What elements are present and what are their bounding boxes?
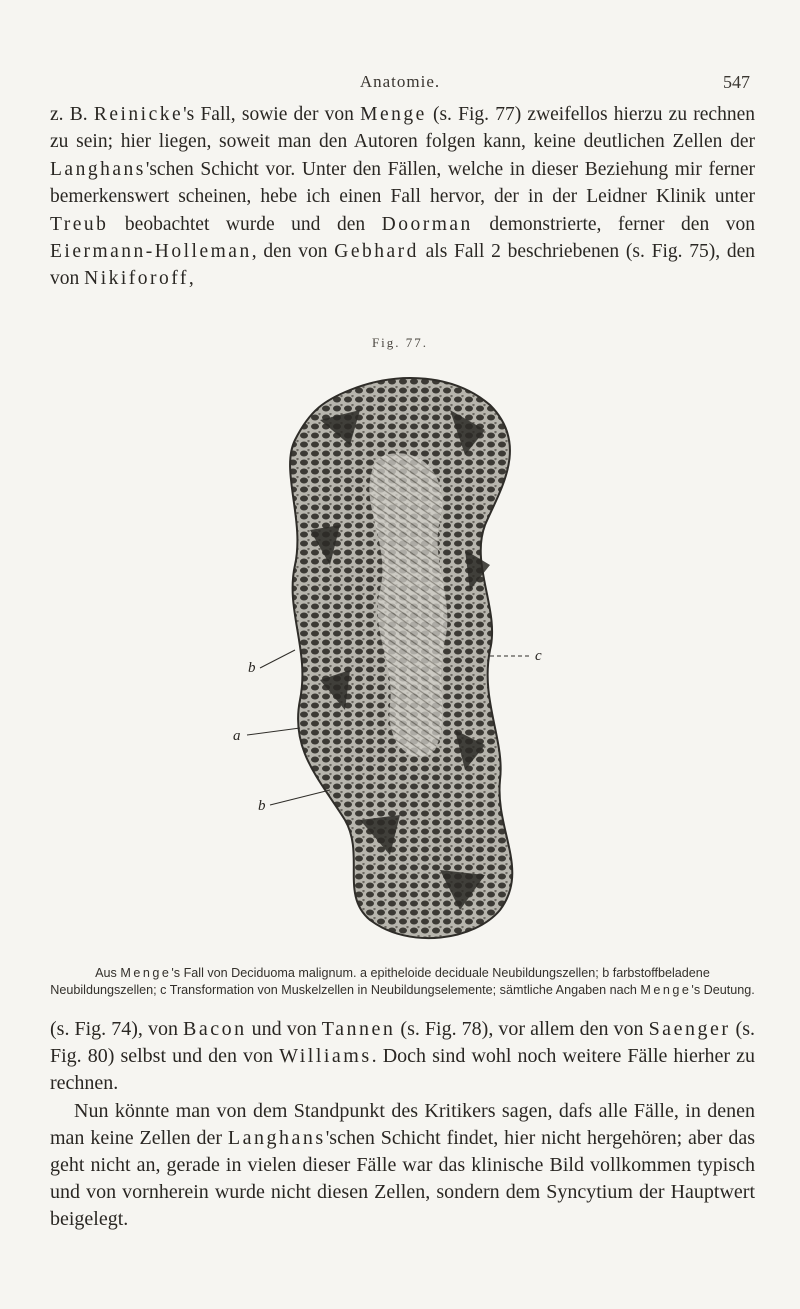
figure-letter-b: b <box>248 660 256 676</box>
body-paragraph-top <box>50 101 755 293</box>
text-run: (s. Fig. 80) selbst und den von <box>50 1018 755 1068</box>
text-run: beobachtet wurde und den <box>108 213 382 235</box>
text-run: 's Deutung. <box>691 982 755 997</box>
figure-label: Fig. 77. <box>371 335 429 350</box>
text-run: 's Fall, sowie der von <box>183 104 361 125</box>
text-run: und von <box>246 1018 322 1040</box>
text-run: z. B. <box>50 104 94 125</box>
author-name: Menge <box>640 982 692 997</box>
author-name: Bacon <box>183 1018 247 1040</box>
author-name: Langhans <box>227 1126 326 1149</box>
author-name: Doorman <box>381 213 473 235</box>
pointer-line-b-bottom <box>270 790 330 805</box>
author-name: Reinicke <box>93 104 184 125</box>
author-name: Eiermann-Holleman <box>50 241 252 263</box>
author-name: Treub <box>50 213 109 235</box>
figure-letter-a: a <box>233 728 241 744</box>
page-number: 547 <box>723 72 750 92</box>
text-run: als Fall 2 beschriebenen (s. Fig. 75), den von <box>50 241 756 290</box>
figure-letter-c: c <box>535 648 542 664</box>
text-run: , <box>188 268 194 290</box>
pointer-line-a <box>247 728 300 735</box>
pointer-line-b <box>260 650 295 668</box>
text-run: (s. Fig. 74), von <box>50 1018 184 1040</box>
text-run: , den von <box>251 241 335 263</box>
histology-illustration <box>200 350 620 960</box>
author-name: Langhans <box>50 158 146 180</box>
text-run: Aus <box>95 966 121 980</box>
text-run: . Doch sind wohl noch weitere Fälle hierher zu rechnen. <box>50 1045 755 1095</box>
text-run: 'schen Schicht findet, hier nicht hergehören; aber das geht nicht an, gerade in vielen dieser Fälle war das klinische Bild vollkommen typisch und von vornherein wurde nicht diesen Zellen, sondern dem Syncytium der Hauptwert beigelegt. <box>50 1126 755 1231</box>
author-name: Williams <box>279 1045 372 1068</box>
author-name: Gebhard <box>334 241 419 263</box>
author-name: Nikiforoff <box>84 268 189 290</box>
text-run: 's Fall von Deciduoma malignum. a epitheloide deciduale Neubildungszellen; b farbstoffbeladene Neubildungszellen; c Transformation von Muskelzellen in Neubildungselemente; sämtliche Angaben nach <box>50 966 710 997</box>
figure-letter-b-bottom: b <box>258 798 266 814</box>
running-head: Anatomie. <box>359 72 441 91</box>
body-paragraph-bottom <box>50 1016 755 1234</box>
histology-figure <box>200 350 620 960</box>
text-run: Nun könnte man von dem Standpunkt des Kritikers sagen, dafs alle Fälle, in denen man keine Zellen der <box>50 1099 755 1149</box>
text-run: 'schen Schicht vor. Unter den Fällen, welche in dieser Beziehung mir ferner bemerkenswert scheinen, hebe ich einen Fall hervor, der in der Leidner Klinik unter <box>50 158 755 208</box>
author-name: Saenger <box>648 1018 731 1040</box>
text-run: (s. Fig. 77) zweifellos hierzu zu rechnen zu sein; hier liegen, soweit man den Autoren folgen kann, keine deutlichen Zellen der <box>50 104 755 153</box>
figure-caption <box>50 965 755 999</box>
author-name: Menge <box>360 104 427 125</box>
author-name: Tannen <box>321 1018 396 1040</box>
page-header <box>50 72 750 96</box>
text-run: (s. Fig. 78), vor allem den von <box>395 1018 649 1040</box>
author-name: Menge <box>120 966 172 980</box>
text-run: demonstrierte, ferner den von <box>472 213 755 235</box>
